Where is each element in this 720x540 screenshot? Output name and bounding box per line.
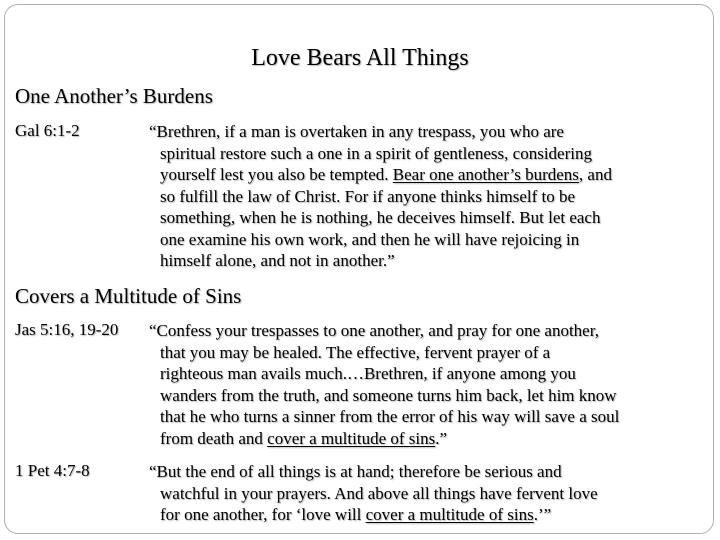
section-heading-burdens: One Another’s Burdens bbox=[15, 84, 213, 108]
verse-text-segment: , and bbox=[578, 165, 612, 184]
verse-line: that you may be healed. The effective, fervent prayer of a bbox=[160, 342, 551, 362]
verse-line: wanders from the truth, and someone turns him back, let him know bbox=[160, 385, 617, 405]
verse-line: so fulfill the law of Christ. For if anyone thinks himself to be bbox=[160, 186, 576, 206]
verse-line: spiritual restore such a one in a spirit of gentleness, considering bbox=[160, 143, 592, 163]
verse-line: “Confess your trespasses to one another, and pray for one another, bbox=[149, 321, 599, 340]
verse-line: watchful in your prayers. And above all things have fervent love bbox=[160, 483, 598, 503]
scripture-reference: 1 Pet 4:7-8 bbox=[15, 461, 90, 480]
verse-line: one examine his own work, and then he will have rejoicing in bbox=[160, 229, 580, 249]
verse-line: that he who turns a sinner from the error of his way will save a soul bbox=[160, 407, 620, 426]
verse-text bbox=[149, 121, 612, 272]
verse-line: something, when he is nothing, he deceives himself. But let each bbox=[160, 208, 601, 227]
verse-text-segment: .” bbox=[435, 428, 448, 448]
verse-line: “But the end of all things is at hand; therefore be serious and bbox=[149, 462, 562, 481]
verse-text-segment: for one another, for ‘love will bbox=[160, 505, 366, 524]
slide-title: Love Bears All Things bbox=[251, 45, 469, 71]
underlined-phrase: Bear one another’s burdens bbox=[392, 165, 579, 184]
verse-line: righteous man avails much.…Brethren, if anyone among you bbox=[160, 364, 576, 383]
verse-text-segment: yourself lest you also be tempted. bbox=[160, 165, 393, 184]
scripture-reference: Jas 5:16, 19-20 bbox=[15, 320, 119, 339]
verse-text bbox=[149, 320, 619, 449]
verse-text bbox=[149, 461, 598, 526]
underlined-phrase: cover a multitude of sins bbox=[267, 428, 436, 448]
verse-line bbox=[149, 164, 612, 186]
verse-line bbox=[149, 504, 598, 526]
section-heading-multitude: Covers a Multitude of Sins bbox=[15, 284, 242, 308]
verse-line: himself alone, and not in another.” bbox=[160, 251, 395, 270]
verse-line: “Brethren, if a man is overtaken in any trespass, you who are bbox=[149, 122, 564, 141]
underlined-phrase: cover a multitude of sins bbox=[365, 505, 534, 524]
verse-text-segment: .’” bbox=[533, 505, 552, 524]
verse-text-segment: from death and bbox=[160, 428, 268, 448]
scripture-reference: Gal 6:1-2 bbox=[15, 121, 80, 140]
verse-line bbox=[149, 428, 619, 450]
